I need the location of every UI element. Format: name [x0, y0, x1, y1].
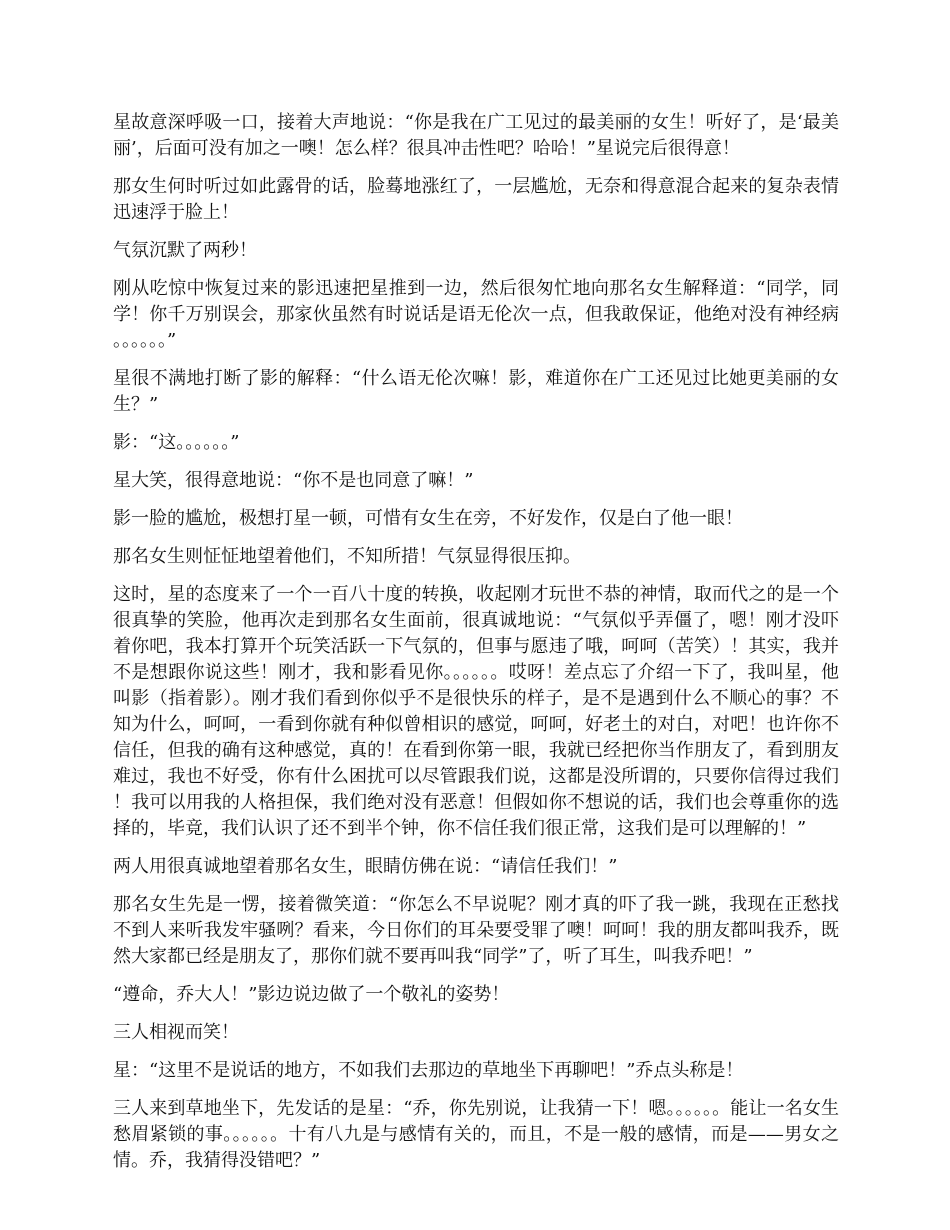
paragraph: 三人来到草地坐下，先发话的是星：“乔，你先别说，让我猜一下！嗯。。。。。。能让一名女生愁眉紧锁的事。。。。。。十有八九是与感情有关的，而且，不是一般的感情，而是——男女之情。乔，我猜得没错吧？” [113, 1098, 839, 1171]
paragraph: 影：“这。。。。。。” [113, 432, 240, 453]
paragraph: 星很不满地打断了影的解释：“什么语无伦次嘛！影，难道你在广工还见过比她更美丽的女生？” [113, 368, 839, 415]
paragraph: 那名女生则怔怔地望着他们，不知所措！气氛显得很压抑。 [113, 546, 581, 567]
paragraph: 那女生何时听过如此露骨的话，脸蓦地涨红了，一层尴尬，无奈和得意混合起来的复杂表情迅速浮于脸上！ [113, 176, 839, 223]
document-body [113, 110, 839, 1186]
paragraph: 影一脸的尴尬，极想打星一顿，可惜有女生在旁，不好发作，仅是白了他一眼！ [113, 508, 743, 529]
paragraph: 两人用很真诚地望着那名女生，眼睛仿佛在说：“请信任我们！” [113, 856, 618, 877]
paragraph: 三人相视而笑！ [113, 1022, 239, 1043]
paragraph: 星大笑，很得意地说：“你不是也同意了嘛！” [113, 470, 474, 491]
paragraph: 星故意深呼吸一口，接着大声地说：“你是我在广工见过的最美丽的女生！听好了，是‘最美丽’，后面可没有加之一噢！怎么样？很具冲击性吧？哈哈！”星说完后很得意！ [113, 112, 839, 159]
paragraph: 星：“这里不是说话的地方，不如我们去那边的草地坐下再聊吧！”乔点头称是！ [113, 1060, 744, 1081]
paragraph: 气氛沉默了两秒！ [113, 240, 257, 261]
paragraph: “遵命，乔大人！”影边说边做了一个敬礼的姿势！ [113, 984, 510, 1005]
paragraph: 刚从吃惊中恢复过来的影迅速把星推到一边，然后很匆忙地向那名女生解释道：“同学，同学！你千万别误会，那家伙虽然有时说话是语无伦次一点，但我敢保证，他绝对没有神经病。。。。。。” [113, 278, 839, 351]
paragraph: 这时，星的态度来了一个一百八十度的转换，收起刚才玩世不恭的神情，取而代之的是一个很真挚的笑脸，他再次走到那名女生面前，很真诚地说：“气氛似乎弄僵了，嗯！刚才没吓着你吧，我本打算开个玩笑活跃一下气氛的，但事与愿违了哦，呵呵（苦笑）！其实，我并不是想跟你说这些！刚才，我和影看见你。。。。。。哎呀！差点忘了介绍一下了，我叫星，他叫影（指着影）。刚才我们看到你似乎不是很快乐的样子，是不是遇到什么不顺心的事？不知为什么，呵呵，一看到你就有种似曾相识的感觉，呵呵，好老土的对白，对吧！也许你不信任，但我的确有这种感觉，真的！在看到你第一眼，我就已经把你当作朋友了，看到朋友难过，我也不好受，你有什么困扰可以尽管跟我们说，这都是没所谓的，只要你信得过我们！我可以用我的人格担保，我们绝对没有恶意！但假如你不想说的话，我们也会尊重你的选择的，毕竟，我们认识了还不到半个钟，你不信任我们很正常，这我们是可以理解的！” [113, 584, 839, 839]
paragraph: 那名女生先是一愣，接着微笑道：“你怎么不早说呢？刚才真的吓了我一跳，我现在正愁找不到人来听我发牢骚咧？看来，今日你们的耳朵要受罪了噢！呵呵！我的朋友都叫我乔，既然大家都已经是朋友了，那你们就不要再叫我“同学”了，听了耳生，叫我乔吧！” [113, 894, 839, 967]
